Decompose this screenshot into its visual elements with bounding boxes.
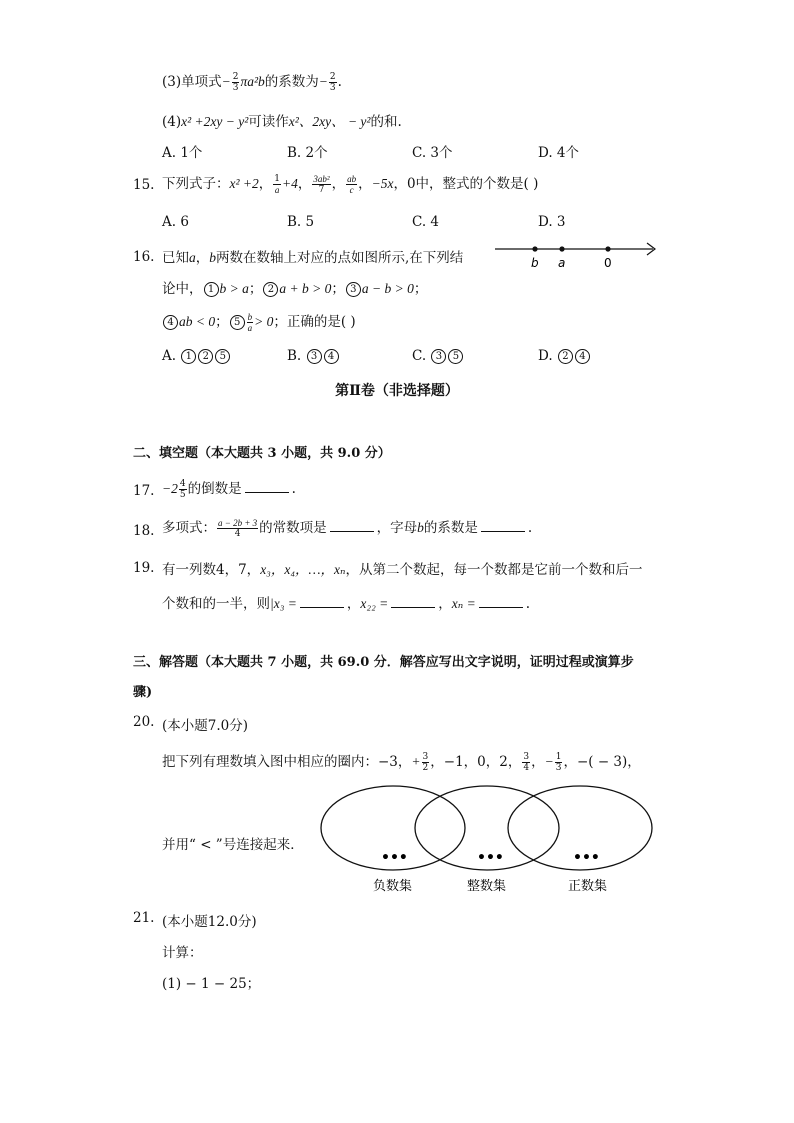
- q20-score: (本小题7.0分): [162, 718, 249, 734]
- q17-answer-blank[interactable]: [245, 480, 289, 493]
- q14-option-d: D. 4个: [538, 145, 580, 161]
- q16-line2: 论中， 1 b > a； 2 a + b > 0； 3 a − b > 0；: [162, 281, 428, 297]
- q16-line3: 4 ab < 0； 5 $\frac{b}{a}$ > 0；正确的是( ): [162, 310, 356, 333]
- label-b: b: [531, 256, 539, 270]
- q17-number: 17.: [133, 483, 155, 499]
- q16-option-d: D. 2 4: [538, 348, 591, 364]
- venn-dots-integer: •••: [477, 850, 504, 866]
- q15-option-c: C. 4: [412, 214, 440, 230]
- answer-section-heading-line2: 骤): [133, 685, 153, 700]
- q16-option-c: C. 3 5: [412, 348, 464, 364]
- q17-text: −2 $\frac{4}{5}$ 的倒数是 .: [162, 479, 296, 500]
- q14-option-c: C. 3个: [412, 145, 453, 161]
- q19-line2: 个数和的一半，则|x₃ = ，x₂₂ = ，xₙ = .: [162, 596, 531, 612]
- q14-item3: (3)单项式− $\frac{2}{3}$ πa²b的系数为− $\frac{2}{3}$ .: [162, 72, 342, 93]
- q15-stem: 下列式子：x² +2， $\frac{1}{a}$ +4， $\frac{\text{3ab²}}{7}$ ， $\frac{ab}{c}$ ，−5x，0中，整式的个数是( ): [162, 174, 539, 195]
- q19-x22-blank[interactable]: [391, 595, 435, 608]
- q19-xn-blank[interactable]: [479, 595, 523, 608]
- q16-option-a: A. 1 2 5: [162, 348, 231, 364]
- q14-option-a: A. 1个: [162, 145, 203, 161]
- q19-x3-blank[interactable]: [300, 595, 344, 608]
- point-b: [532, 246, 537, 251]
- venn-dots-negative: •••: [381, 850, 408, 866]
- answer-section-heading-line1: 三、解答题（本大题共 7 小题，共 69.0 分．解答应写出文字说明，证明过程或演算步: [133, 655, 634, 670]
- q18-constant-blank[interactable]: [330, 519, 374, 532]
- q15-option-b: B. 5: [287, 214, 315, 230]
- q20-line2: 并用“ < ”号连接起来．: [162, 837, 304, 853]
- q18-coefficient-blank[interactable]: [481, 519, 525, 532]
- q15-option-a: A. 6: [162, 214, 189, 230]
- q16-number: 16.: [133, 249, 155, 265]
- fill-section-heading: 二、填空题（本大题共 3 小题，共 9.0 分）: [133, 446, 391, 461]
- point-a: [559, 246, 564, 251]
- q15-option-d: D. 3: [538, 214, 566, 230]
- q21-number: 21.: [133, 910, 155, 926]
- q16-option-b: B. 3 4: [287, 348, 340, 364]
- point-zero: [605, 246, 610, 251]
- venn-dots-positive: •••: [573, 850, 600, 866]
- venn-label-negative: 负数集: [373, 879, 413, 894]
- q14-item4: (4)x² +2xy − y²可读作x²、2xy、 − y²的和.: [162, 114, 402, 130]
- q18-text: 多项式： $\frac{a - 2b + 3}{4}$ 的常数项是 ，字母b的系数是 .: [162, 518, 533, 539]
- label-a: a: [558, 256, 566, 270]
- q15-number: 15.: [133, 177, 155, 193]
- q20-line1: 把下列有理数填入图中相应的圈内：−3，+ $\frac{3}{2}$ ，−1，0，2， $\frac{3}{4}$ ，− $\frac{1}{3}$ ，−( − 3)，: [162, 752, 641, 773]
- q16-line1: 已知a，b两数在数轴上对应的点如图所示,在下列结: [162, 250, 464, 266]
- label-zero: 0: [604, 256, 612, 270]
- section2-title: 第Ⅱ卷（非选择题）: [335, 383, 459, 399]
- q21-line2: (1) − 1 − 25；: [162, 976, 261, 992]
- q19-number: 19.: [133, 560, 155, 576]
- q21-score: (本小题12.0分): [162, 914, 257, 930]
- venn-label-positive: 正数集: [568, 879, 608, 894]
- q21-line1: 计算：: [162, 945, 203, 961]
- q20-number: 20.: [133, 714, 155, 730]
- venn-label-integer: 整数集: [467, 879, 507, 894]
- q19-line1: 有一列数4，7，x₃，x₄，…，xₙ，从第二个数起，每一个数都是它前一个数和后一: [162, 562, 643, 578]
- q14-option-b: B. 2个: [287, 145, 328, 161]
- number-line: [490, 238, 665, 272]
- venn-diagram: [315, 780, 660, 900]
- q18-number: 18.: [133, 523, 155, 539]
